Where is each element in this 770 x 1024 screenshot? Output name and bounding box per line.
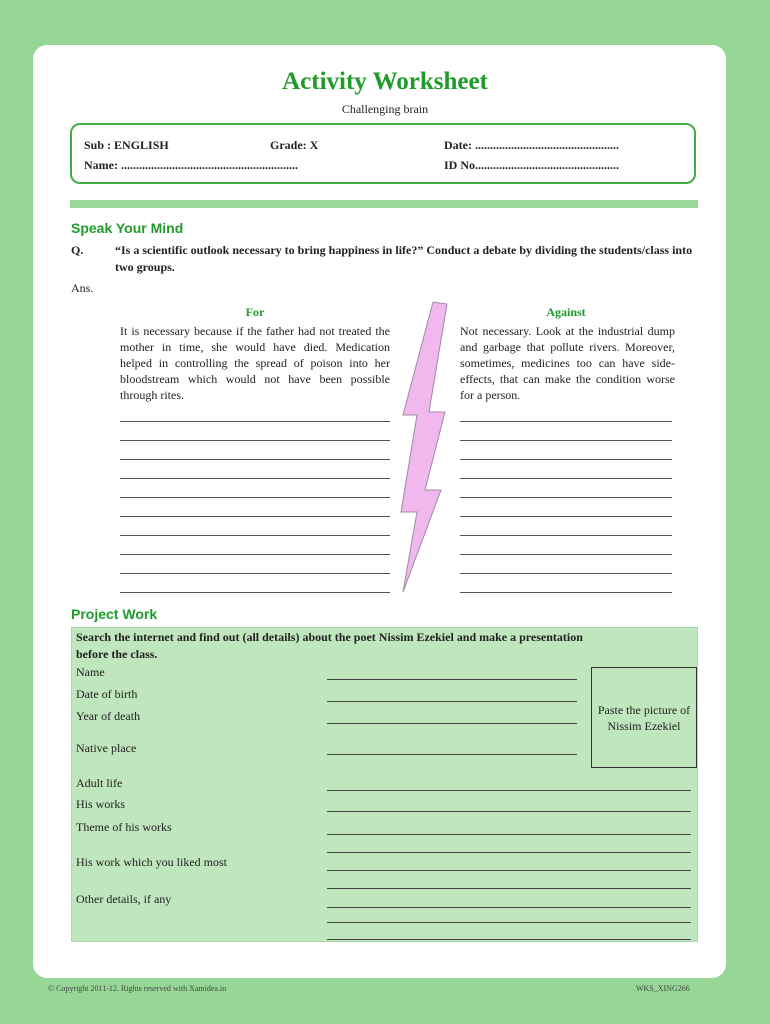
for-answer-line[interactable] (120, 497, 390, 498)
project-answer-line[interactable] (327, 679, 577, 680)
for-answer-line[interactable] (120, 459, 390, 460)
field-label-adult-life: Adult life (76, 776, 123, 790)
for-answer-line[interactable] (120, 478, 390, 479)
against-answer-line[interactable] (460, 421, 672, 422)
project-answer-line[interactable] (327, 754, 577, 755)
lightning-bolt-icon (395, 300, 455, 595)
against-answer-line[interactable] (460, 592, 672, 593)
project-answer-line[interactable] (327, 939, 691, 940)
project-answer-line[interactable] (327, 723, 577, 724)
field-label-other-details: Other details, if any (76, 892, 172, 906)
project-answer-line[interactable] (327, 834, 691, 835)
for-answer-line[interactable] (120, 421, 390, 422)
grade-field: Grade: X (270, 138, 319, 152)
field-label-date-of-birth: Date of birth (76, 687, 138, 701)
id-field[interactable]: ID No................................................ (444, 158, 620, 172)
project-answer-line[interactable] (327, 870, 691, 871)
page-subtitle: Challenging brain (341, 102, 429, 116)
project-answer-line[interactable] (327, 907, 691, 908)
answer-label: Ans. (71, 281, 94, 295)
field-label-native-place: Native place (76, 741, 137, 755)
question-label: Q. (71, 243, 84, 257)
project-answer-line[interactable] (327, 922, 691, 923)
against-answer-line[interactable] (460, 440, 672, 441)
project-answer-line[interactable] (327, 811, 691, 812)
student-info-box (70, 123, 696, 184)
photo-placeholder (591, 667, 697, 768)
project-work-heading: Project Work (71, 606, 158, 622)
question-text: “Is a scientific outlook necessary to bring happiness in life?” Conduct a debate by dividing the students/class into two groups. (115, 243, 693, 274)
for-answer-line[interactable] (120, 573, 390, 574)
for-answer-line[interactable] (120, 516, 390, 517)
photo-placeholder-label: Paste the picture of Nissim Ezekiel (597, 702, 691, 733)
against-answer-line[interactable] (460, 535, 672, 536)
against-heading: Against (546, 305, 586, 319)
for-argument: It is necessary because if the father had not treated the mother in time, she would have died. Medication helped in controlling the spread of poison into her bloodstream which would not have been possible through rites. (120, 324, 390, 402)
against-answer-line[interactable] (460, 478, 672, 479)
against-answer-line[interactable] (460, 573, 672, 574)
subject-field: Sub : ENGLISH (84, 138, 169, 152)
section-divider (70, 200, 698, 208)
page-title: Activity Worksheet (282, 68, 488, 95)
for-answer-line[interactable] (120, 554, 390, 555)
project-instruction: Search the internet and find out (all details) about the poet Nissim Ezekiel and make a presentation before the class. (76, 630, 583, 661)
project-answer-line[interactable] (327, 790, 691, 791)
for-answer-line[interactable] (120, 535, 390, 536)
for-answer-line[interactable] (120, 592, 390, 593)
speak-your-mind-heading: Speak Your Mind (71, 220, 184, 236)
against-argument: Not necessary. Look at the industrial dump and garbage that pollute rivers. Moreover, sometimes, medicines too can have side-effects, that can make the condition worse for a person. (460, 324, 675, 402)
project-answer-line[interactable] (327, 852, 691, 853)
field-label-year-of-death: Year of death (76, 709, 141, 723)
against-answer-line[interactable] (460, 459, 672, 460)
copyright-footer: © Copyright 2011-12. Rights reserved with Xamidea.in (48, 984, 227, 993)
date-field[interactable]: Date: ................................................ (444, 138, 619, 152)
field-label-his-works: His works (76, 797, 126, 811)
name-field[interactable]: Name: ........................................................... (84, 158, 298, 172)
field-label-favourite-work: His work which you liked most (76, 855, 227, 869)
project-answer-line[interactable] (327, 701, 577, 702)
worksheet-code: WKS_XING266 (636, 984, 690, 993)
against-answer-line[interactable] (460, 497, 672, 498)
for-heading: For (245, 305, 265, 319)
against-answer-line[interactable] (460, 516, 672, 517)
for-answer-line[interactable] (120, 440, 390, 441)
field-label-name: Name (76, 665, 105, 679)
against-answer-line[interactable] (460, 554, 672, 555)
project-answer-line[interactable] (327, 888, 691, 889)
field-label-theme: Theme of his works (76, 820, 172, 834)
